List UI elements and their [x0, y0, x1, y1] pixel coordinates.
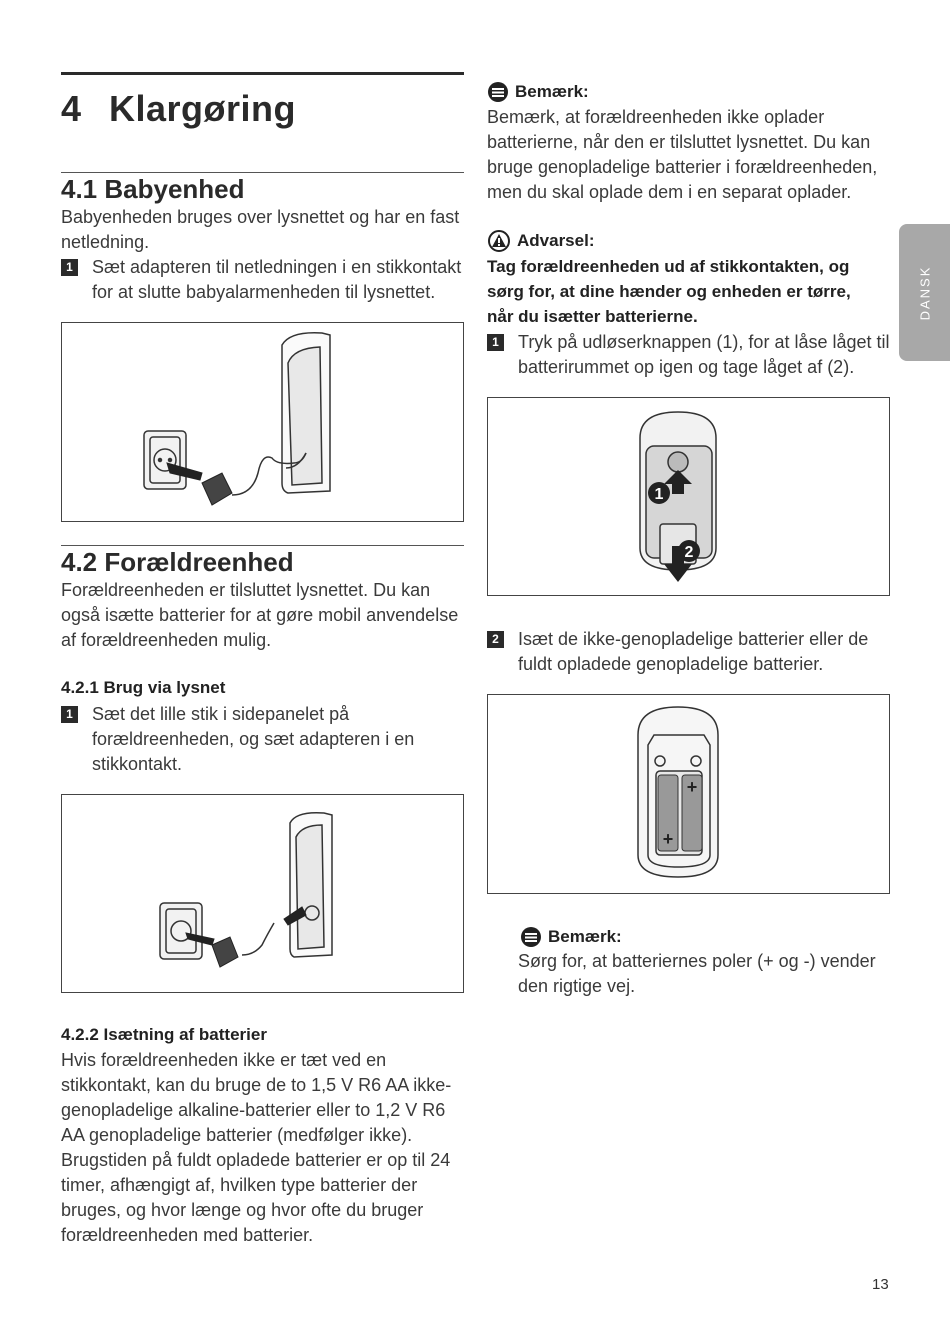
step-number: 1	[61, 706, 78, 723]
step-text: Sæt adapteren til netledningen i en stikkontakt for at slutte babyalarmenheden til lysnettet.	[92, 257, 462, 302]
note-heading-2	[520, 926, 622, 948]
warning-heading	[487, 230, 594, 252]
note-icon	[520, 926, 542, 948]
section-rule	[61, 545, 464, 546]
battery-cover-illustration	[488, 398, 889, 595]
step-4-1-1	[61, 255, 466, 305]
section-4-1-intro: Babyenheden bruges over lysnettet og har en fast netledning.	[61, 207, 460, 252]
warning-label: Advarsel:	[517, 231, 595, 250]
parent-unit-illustration	[62, 795, 463, 992]
warning-text: Tag forældreenheden ud af stikkontakten, og sørg for, at dine hænder og enheden er tørre, når du isætter batterierne.	[487, 257, 851, 326]
plus-sign-right: +	[686, 777, 698, 797]
subsection-title-4-2-1: 4.2.1 Brug via lysnet	[61, 678, 226, 697]
language-tab-label: DANSK	[917, 265, 932, 320]
callout-2: 2	[684, 544, 694, 561]
callout-1: 1	[654, 486, 664, 503]
chapter-rule	[61, 72, 464, 75]
step-text: Isæt de ikke-genopladelige batterier eller de fuldt opladede genopladelige batterier.	[518, 629, 869, 674]
section-4-2-2-text: Hvis forældreenheden ikke er tæt ved en stikkontakt, kan du bruge de to 1,5 V R6 AA ikke-genopladelige alkaline-batterier eller to 1,2 V R6 AA genopladelige batterier (medfølger ikke). Brugstiden på fuldt opladede batterier er op til 24 timer, afhængigt af, hvilken type batterier der bruges, og hvor længe og hvor ofte du bruger forældreenheden med batterier.	[61, 1050, 452, 1245]
section-rule	[61, 172, 464, 173]
step-text: Tryk på udløserknappen (1), for at låse låget til batterirummet op igen og tage låget af (2).	[518, 332, 890, 377]
step-number: 1	[61, 259, 78, 276]
figure-baby-unit-mains	[61, 322, 464, 522]
step-right-1	[487, 330, 892, 380]
warning-icon	[487, 230, 511, 252]
note-text: Bemærk, at forældreenheden ikke oplader batterierne, når den er tilsluttet lysnettet. Du kan bruge genopladelige batterier i forældreenheden, men du skal oplade dem i en separat oplader.	[487, 107, 878, 202]
note-heading	[487, 81, 589, 103]
note-text-2: Sørg for, at batteriernes poler (+ og -) vender den rigtige vej.	[518, 951, 876, 996]
chapter-title	[61, 88, 296, 130]
section-title-4-1: 4.1 Babyenhed	[61, 174, 245, 204]
note-label: Bemærk:	[515, 82, 589, 101]
step-4-2-1-1	[61, 702, 466, 777]
battery-insert-illustration	[488, 695, 889, 893]
page-number: 13	[872, 1276, 889, 1293]
chapter-title-text: Klargøring	[109, 88, 297, 129]
subsection-title-4-2-2: 4.2.2 Isætning af batterier	[61, 1025, 267, 1044]
figure-battery-insert	[487, 694, 890, 894]
baby-unit-illustration	[62, 323, 463, 521]
chapter-number: 4	[61, 88, 82, 129]
step-text: Sæt det lille stik i sidepanelet på forældreenheden, og sæt adapteren i en stikkontakt.	[92, 704, 415, 774]
plus-sign-left: +	[662, 829, 674, 849]
step-number: 1	[487, 334, 504, 351]
language-tab	[899, 224, 950, 361]
step-right-2	[487, 627, 892, 677]
section-title-4-2: 4.2 Forældreenhed	[61, 547, 294, 577]
section-4-2-intro: Forældreenheden er tilsluttet lysnettet. Du kan også isætte batterier for at gøre mobil anvendelse af forældreenheden mulig.	[61, 580, 459, 650]
step-number: 2	[487, 631, 504, 648]
figure-battery-cover	[487, 397, 890, 596]
figure-parent-unit-mains	[61, 794, 464, 993]
note-icon	[487, 81, 509, 103]
note-label: Bemærk:	[548, 927, 622, 946]
